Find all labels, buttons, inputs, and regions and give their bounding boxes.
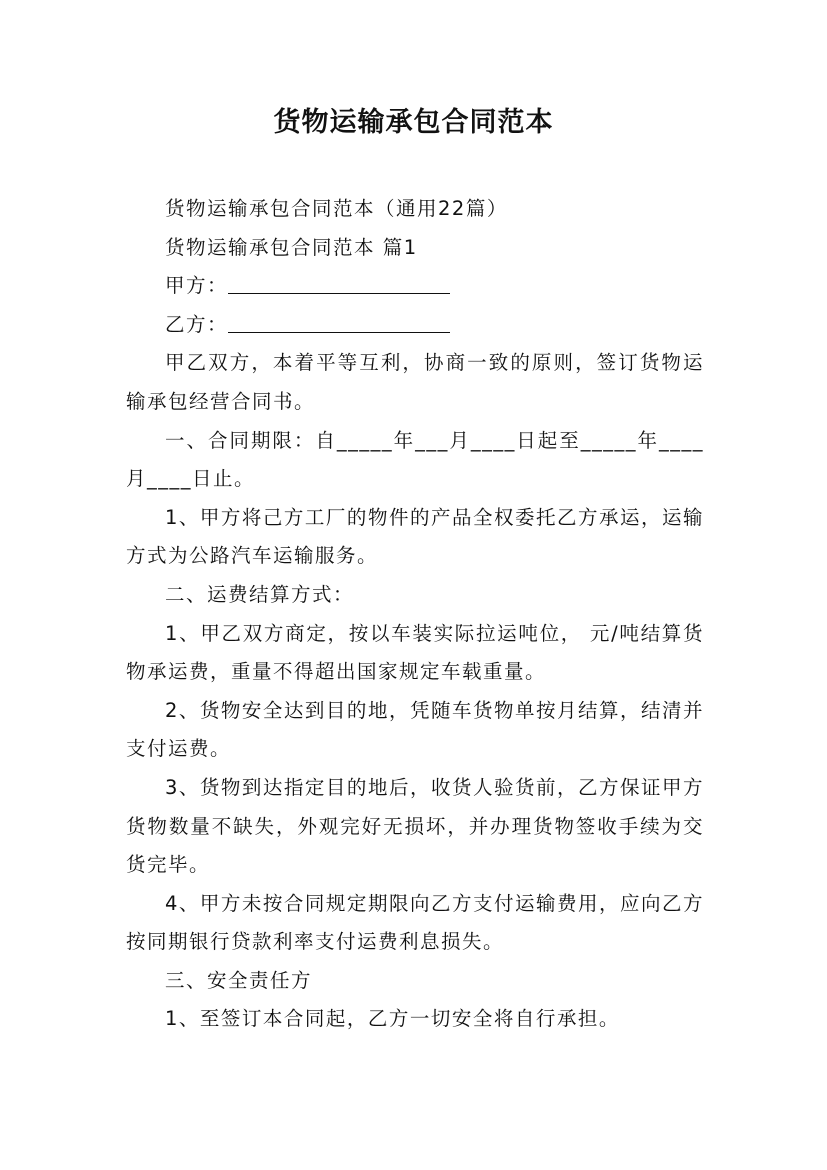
- document-body: [126, 190, 704, 1039]
- party-a-line: [126, 267, 704, 306]
- document-title: 货物运输承包合同范本: [273, 107, 554, 138]
- paragraph-safety-heading: 三、安全责任方: [165, 968, 313, 992]
- paragraph-settlement-4: 4、甲方未按合同规定期限向乙方支付运输费用，应向乙方按同期银行贷款利率支付运费利息损失。: [126, 891, 704, 954]
- party-b-label: 乙方：: [165, 312, 229, 336]
- paragraph-section-heading: 货物运输承包合同范本 篇1: [165, 235, 418, 259]
- paragraph-term: 一、合同期限：自_____年___月____日起至_____年____月____日止。: [126, 428, 704, 491]
- party-b-blank: [228, 312, 450, 333]
- party-a-blank: [228, 273, 450, 294]
- paragraph-entrust: 1、甲方将己方工厂的物件的产品全权委托乙方承运，运输方式为公路汽车运输服务。: [126, 505, 704, 568]
- paragraph-subtitle: 货物运输承包合同范本（通用22篇）: [165, 197, 508, 220]
- paragraph-settlement-3: 3、货物到达指定目的地后，收货人验货前，乙方保证甲方货物数量不缺失，外观完好无损坏，并办理货物签收手续为交货完毕。: [126, 775, 704, 877]
- party-b-line: [126, 306, 704, 345]
- party-a-label: 甲方：: [165, 274, 229, 298]
- paragraph-settlement-heading: 二、运费结算方式：: [165, 582, 355, 606]
- paragraph-intro: 甲乙双方，本着平等互利，协商一致的原则，签订货物运输承包经营合同书。: [126, 351, 704, 413]
- paragraph-safety-1: 1、至签订本合同起，乙方一切安全将自行承担。: [165, 1007, 620, 1031]
- paragraph-settlement-1: 1、甲乙双方商定，按以车装实际拉运吨位， 元/吨结算货物承运费，重量不得超出国家规定车载重量。: [126, 621, 704, 684]
- paragraph-settlement-2: 2、货物安全达到目的地，凭随车货物单按月结算，结清并支付运费。: [126, 698, 704, 761]
